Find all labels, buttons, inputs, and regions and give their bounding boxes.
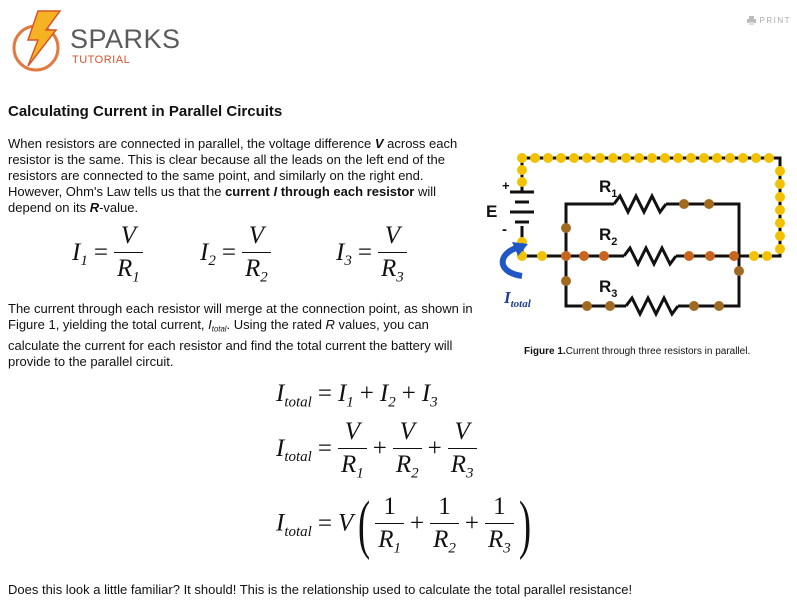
current-dot (517, 153, 527, 163)
page-title: Calculating Current in Parallel Circuits (8, 103, 283, 120)
intro-paragraph: When resistors are connected in parallel, the voltage difference V across each resistor is the same. This is clear because all the leads on the left end of the resistors are connected to the same point, and similarly on the right end. However, Ohm's Law tells us that the current I through each resistor will depend on its R-value. (8, 136, 458, 215)
print-label: PRINT (759, 16, 791, 25)
r1-label: R (599, 177, 612, 196)
conclusion-paragraph: Does this look a little familiar? It should! This is the relationship used to calculate the total parallel resistance! (8, 582, 633, 597)
current-dot (775, 231, 785, 241)
brand-subtitle: TUTORIAL (72, 54, 131, 66)
current-dot (621, 153, 631, 163)
current-dot (634, 153, 644, 163)
resistor-r2-icon (624, 248, 676, 264)
current-dot (749, 251, 759, 261)
equation-i3: $I_3$ = $\frac{V}{R_3}$ (336, 222, 407, 286)
branch-wire-1-right (666, 204, 739, 256)
printer-icon (747, 16, 756, 25)
logo[interactable] (8, 8, 181, 78)
current-dot (582, 301, 592, 311)
lightning-logo-icon (8, 8, 68, 74)
current-dot (712, 153, 722, 163)
current-dot (775, 205, 785, 215)
current-dot (686, 153, 696, 163)
current-dot (729, 251, 739, 261)
equation-total-fractions: $I_{total}$ = $\frac{V}{R_1}$ + $\frac{V}{R_2}$ + $\frac{V}{R_3}$ (276, 418, 477, 482)
total-current-paragraph: The current through each resistor will merge at the connection point, as shown in Figure 1, yielding the total current, $I_{total}$. Using the rated R values, you can calculate the current for each resistor and find the total current the battery will provide to the parallel circuit. (8, 301, 473, 369)
current-dot (762, 251, 772, 261)
current-dot (764, 153, 774, 163)
r1-sub: 1 (611, 188, 618, 200)
equation-i2: $I_2$ = $\frac{V}{R_2}$ (200, 222, 271, 286)
brand-name: SPARKS (70, 24, 181, 54)
r2-sub: 2 (611, 236, 618, 248)
r3-sub: 3 (611, 288, 618, 300)
r3-label: R (599, 277, 612, 296)
current-dot (684, 251, 694, 261)
battery-plus-label: + (502, 178, 510, 193)
current-dot (725, 153, 735, 163)
current-dot (775, 166, 785, 176)
figure-caption: Figure 1.Current through three resistors in parallel. (524, 346, 751, 357)
current-dot (556, 153, 566, 163)
current-dot (775, 192, 785, 202)
equation-total-sum: $I_{total} = I_1 + I_2 + I_3$ (276, 380, 438, 411)
itotal-label: I (504, 288, 511, 307)
current-dot (734, 266, 744, 276)
svg-text:R3 (599, 277, 617, 300)
current-dot (705, 251, 715, 261)
current-dot (582, 153, 592, 163)
current-dot (775, 179, 785, 189)
current-dot (599, 251, 609, 261)
current-dot (660, 153, 670, 163)
current-dot (704, 199, 714, 209)
current-dot (569, 153, 579, 163)
current-dot (537, 251, 547, 261)
equation-total-factored: $I_{total} = V$( $\frac{1}{R_1}$ + $\frac{1}{R_2}$ + $\frac{1}{R_3}$ ) (276, 488, 531, 561)
current-dot (595, 153, 605, 163)
current-dot (530, 153, 540, 163)
current-dot (673, 153, 683, 163)
current-dot (579, 251, 589, 261)
current-dot (714, 301, 724, 311)
current-dot (775, 244, 785, 254)
current-dot (689, 301, 699, 311)
battery-e-label: E (486, 202, 498, 221)
current-dot (561, 223, 571, 233)
current-dot (679, 199, 689, 209)
current-dot (561, 251, 571, 261)
svg-text:R2 (599, 225, 617, 248)
current-dot (605, 301, 615, 311)
current-dot (543, 153, 553, 163)
current-dot (517, 165, 527, 175)
current-dots-outer (517, 153, 785, 261)
current-dot (517, 177, 527, 187)
current-dot (775, 218, 785, 228)
print-button[interactable] (747, 16, 792, 25)
current-dot (699, 153, 709, 163)
parallel-circuit-figure (484, 146, 794, 326)
circuit-wire-top (522, 158, 780, 256)
svg-text:R1 (599, 177, 617, 200)
equation-i1: $I_1$ = $\frac{V}{R_1}$ (72, 222, 143, 286)
branch-wire-3-right (678, 256, 739, 306)
current-dot (608, 153, 618, 163)
current-dot (561, 276, 571, 286)
resistor-r1-icon (614, 196, 666, 212)
current-dot (751, 153, 761, 163)
resistor-r3-icon (626, 298, 678, 314)
itotal-sub: total (510, 298, 531, 310)
svg-text:Itotal (503, 288, 532, 310)
r2-label: R (599, 225, 612, 244)
current-dot (738, 153, 748, 163)
current-dot (647, 153, 657, 163)
battery-minus-label: - (502, 221, 507, 238)
